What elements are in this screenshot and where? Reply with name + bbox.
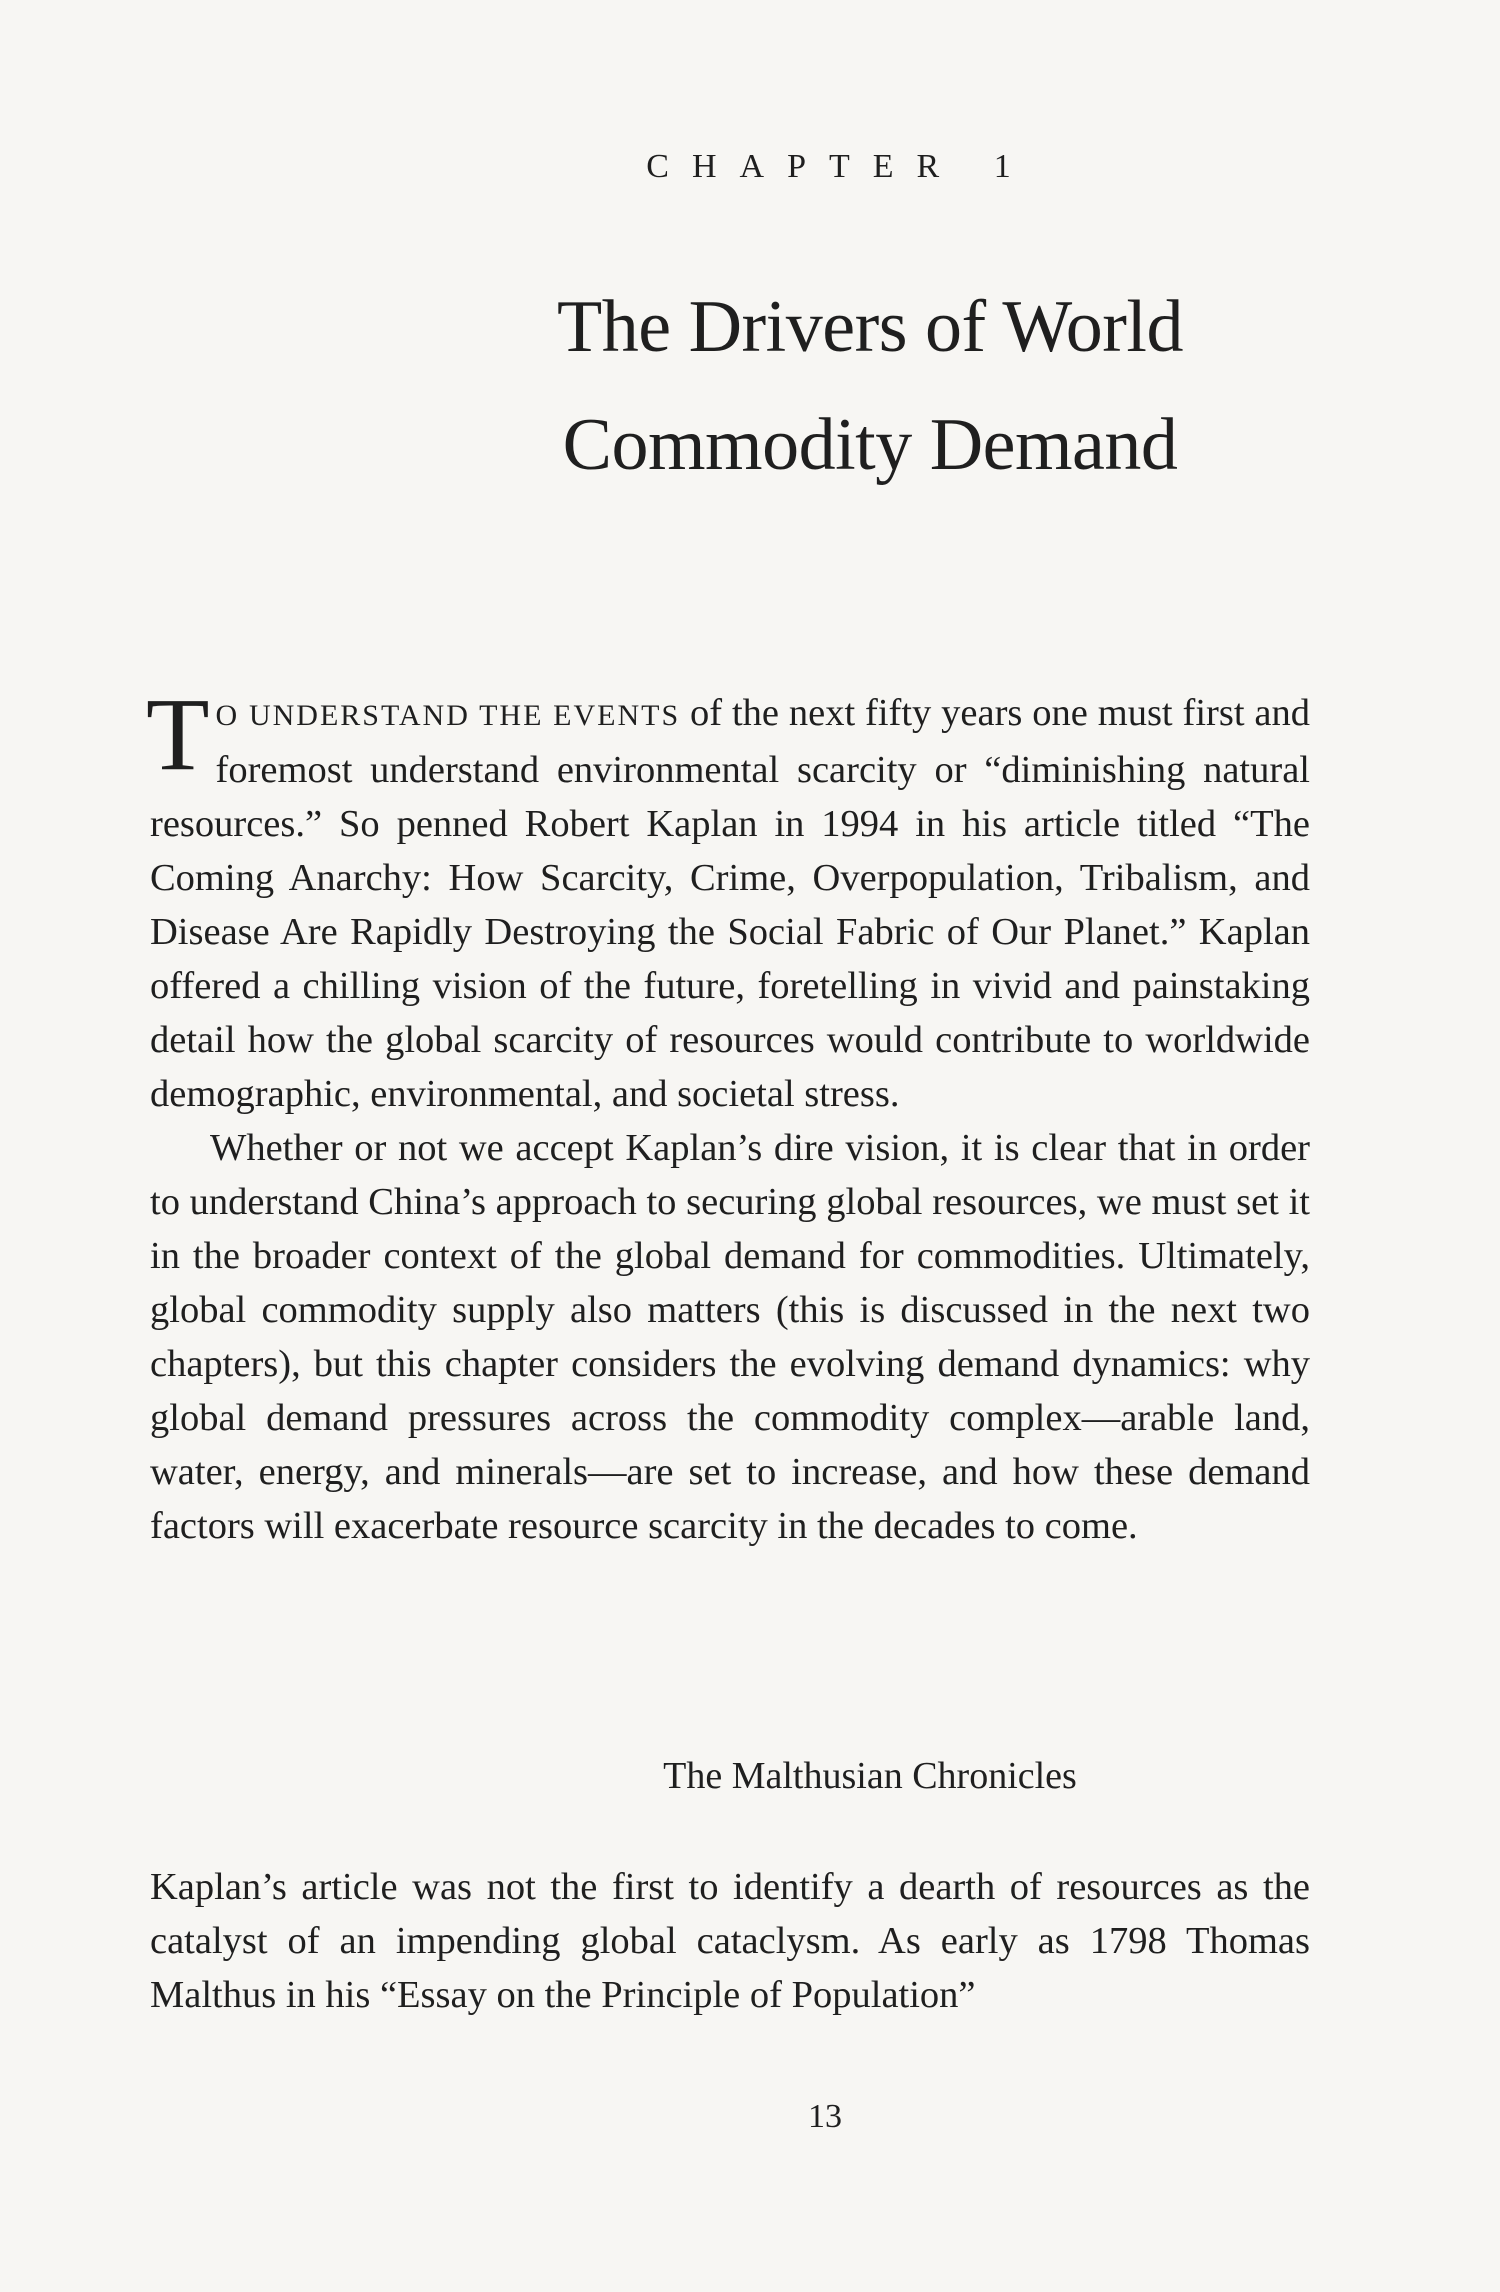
chapter-title-line-2: Commodity Demand xyxy=(562,404,1178,486)
intro-paragraph-1-text: of the next fifty years one must first and foremost understand environmental scarcity or “diminishing natural resources.” So penned Robert Kaplan in 1994 in his article titled “The Coming Anarchy: How Scarcity, Crime, Overpopulation, Tribalism, and Disease Are Rapidly Destroying the Social Fabric of Our Planet.” Kaplan offered a chilling vision of the future, foretelling in vivid and painstaking detail how the global scarcity of resources would contribute to worldwide demographic, environmental, and societal stress. xyxy=(150,692,1310,1115)
drop-cap: T xyxy=(146,677,210,792)
intro-paragraph-2: Whether or not we accept Kaplan’s dire vision, it is clear that in order to understand China’s approach to securing global resources, we must set it in the broader context of the global demand for commodities. Ultimately, global commodity supply also matters (this is discussed in the next two chapters), but this chapter considers the evolving demand dynamics: why global demand pressures across the commodity complex—arable land, water, energy, and minerals—are set to increase, and how these demand factors will exacerbate resource scarcity in the decades to come. xyxy=(150,1127,1310,1547)
chapter-title-line-1: The Drivers of World xyxy=(557,286,1183,368)
chapter-label: CHAPTER 1 xyxy=(646,148,1034,185)
chapter-title xyxy=(0,268,1500,504)
lead-in-smallcaps: O UNDERSTAND THE EVENTS xyxy=(215,699,681,732)
section-paragraph-1: Kaplan’s article was not the first to identify a dearth of resources as the catalyst of an impending global cataclysm. As early as 1798 Thomas Malthus in his “Essay on the Principle of Population” xyxy=(150,1866,1310,2016)
page-number: 13 xyxy=(808,2098,842,2135)
intro-text xyxy=(146,677,1310,1553)
intro-paragraph-1 xyxy=(146,677,1310,1121)
section-text xyxy=(150,1860,1310,2022)
section-heading: The Malthusian Chronicles xyxy=(663,1755,1077,1797)
